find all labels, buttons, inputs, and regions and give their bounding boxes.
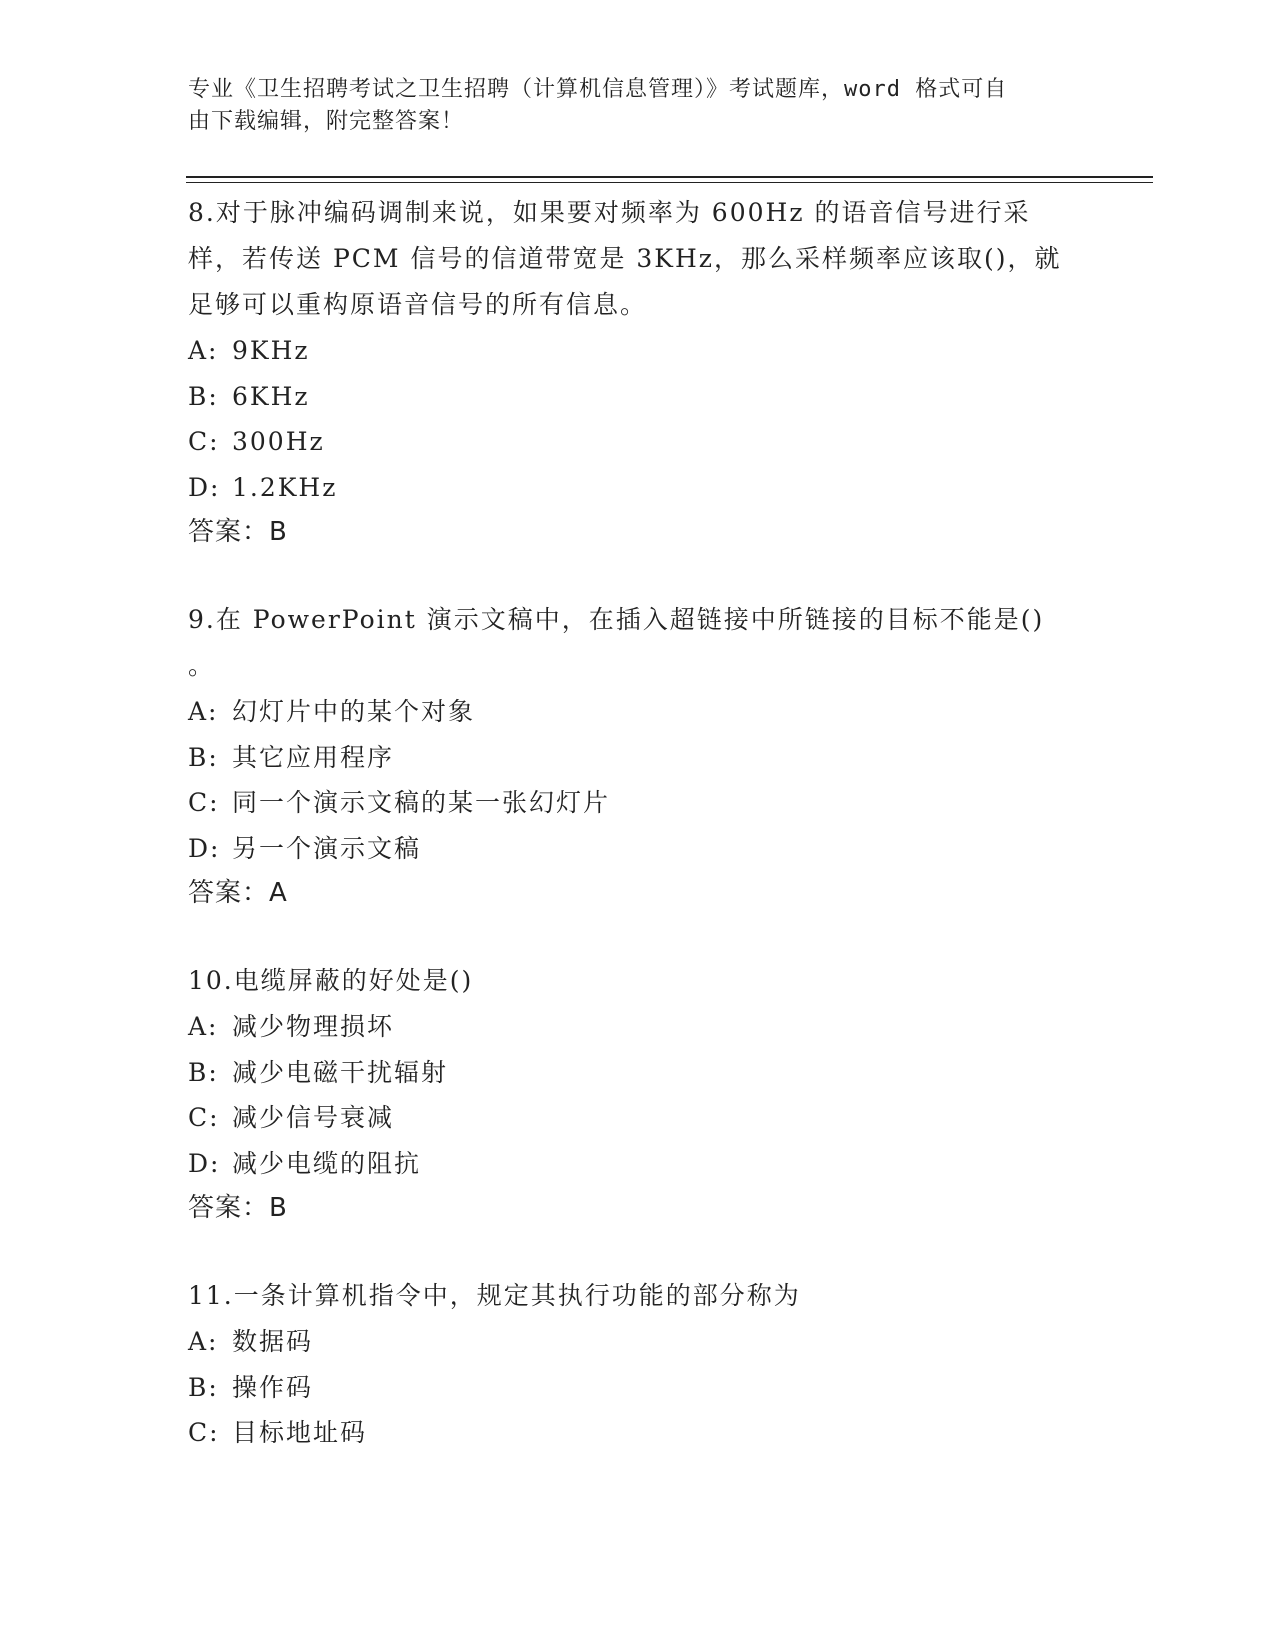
option-d [188,826,1078,872]
option-key: D: [188,833,221,863]
option-key: D: [188,1148,221,1178]
option-text: 6KHz [232,381,310,411]
option-key: C: [188,788,220,817]
question-stem-line: 11.一条计算机指令中，规定其执行功能的部分称为 [188,1281,801,1310]
header-divider-thick [186,176,1153,178]
question-stem-line: 。 [188,651,216,680]
option-key: C: [188,1418,220,1447]
option-text: 300Hz [232,427,325,456]
option-text: 减少电缆的阻抗 [232,1148,422,1178]
option-a [188,328,1078,374]
option-d [188,465,1078,511]
option-text: 其它应用程序 [232,742,395,772]
option-text: 减少电磁干扰辐射 [232,1057,449,1087]
option-key: D: [188,472,221,502]
header-line-1: 专业《卫生招聘考试之卫生招聘（计算机信息管理）》考试题库，word 格式可自 [188,77,1008,102]
option-text: 另一个演示文稿 [232,833,422,863]
option-key: B: [188,381,219,411]
option-key: C: [188,427,220,456]
question-8 [188,190,1078,554]
option-c [188,419,1078,465]
question-stem-line: 样，若传送 PCM 信号的信道带宽是 3KHz，那么采样频率应该取()，就 [188,244,1062,273]
option-key: B: [188,1057,219,1087]
question-stem-line: 8.对于脉冲编码调制来说，如果要对频率为 600Hz 的语音信号进行采 [188,198,1031,227]
question-9 [188,597,1078,915]
option-b [188,374,1078,420]
option-text: 同一个演示文稿的某一张幻灯片 [232,788,611,817]
option-b [188,1365,1078,1411]
option-text: 目标地址码 [232,1418,368,1447]
option-a [188,1004,1078,1050]
header-line-2: 由下载编辑，附完整答案！ [188,109,465,134]
option-key: A: [188,697,219,726]
option-text: 操作码 [232,1372,314,1402]
option-text: 减少物理损坏 [232,1012,395,1041]
question-spacer [188,915,1078,958]
question-10 [188,958,1078,1230]
option-key: A: [188,336,219,365]
question-stem-line: 10.电缆屏蔽的好处是() [188,966,474,995]
option-c [188,1095,1078,1141]
question-stem-line: 足够可以重构原语音信号的所有信息。 [188,290,648,319]
question-spacer [188,1230,1078,1273]
option-key: B: [188,1372,219,1402]
option-text: 减少信号衰减 [232,1103,395,1132]
option-c [188,1410,1078,1456]
option-key: A: [188,1327,219,1356]
option-b [188,1050,1078,1096]
answer-line: 答案：A [188,878,288,908]
option-b [188,735,1078,781]
answer-line: 答案：B [188,517,288,547]
option-a [188,1319,1078,1365]
question-stem-line: 9.在 PowerPoint 演示文稿中，在插入超链接中所链接的目标不能是() [188,605,1045,634]
option-text: 数据码 [232,1327,314,1356]
option-a [188,689,1078,735]
option-d [188,1141,1078,1187]
answer-line: 答案：B [188,1193,288,1223]
option-key: C: [188,1103,220,1132]
question-spacer [188,554,1078,597]
option-c [188,780,1078,826]
option-text: 1.2KHz [232,472,338,502]
option-text: 9KHz [232,336,310,365]
option-text: 幻灯片中的某个对象 [232,697,476,726]
question-list [188,190,1078,1456]
document-header [188,74,1068,138]
option-key: A: [188,1012,219,1041]
header-divider-thin [186,182,1153,183]
option-key: B: [188,742,219,772]
question-11 [188,1273,1078,1456]
